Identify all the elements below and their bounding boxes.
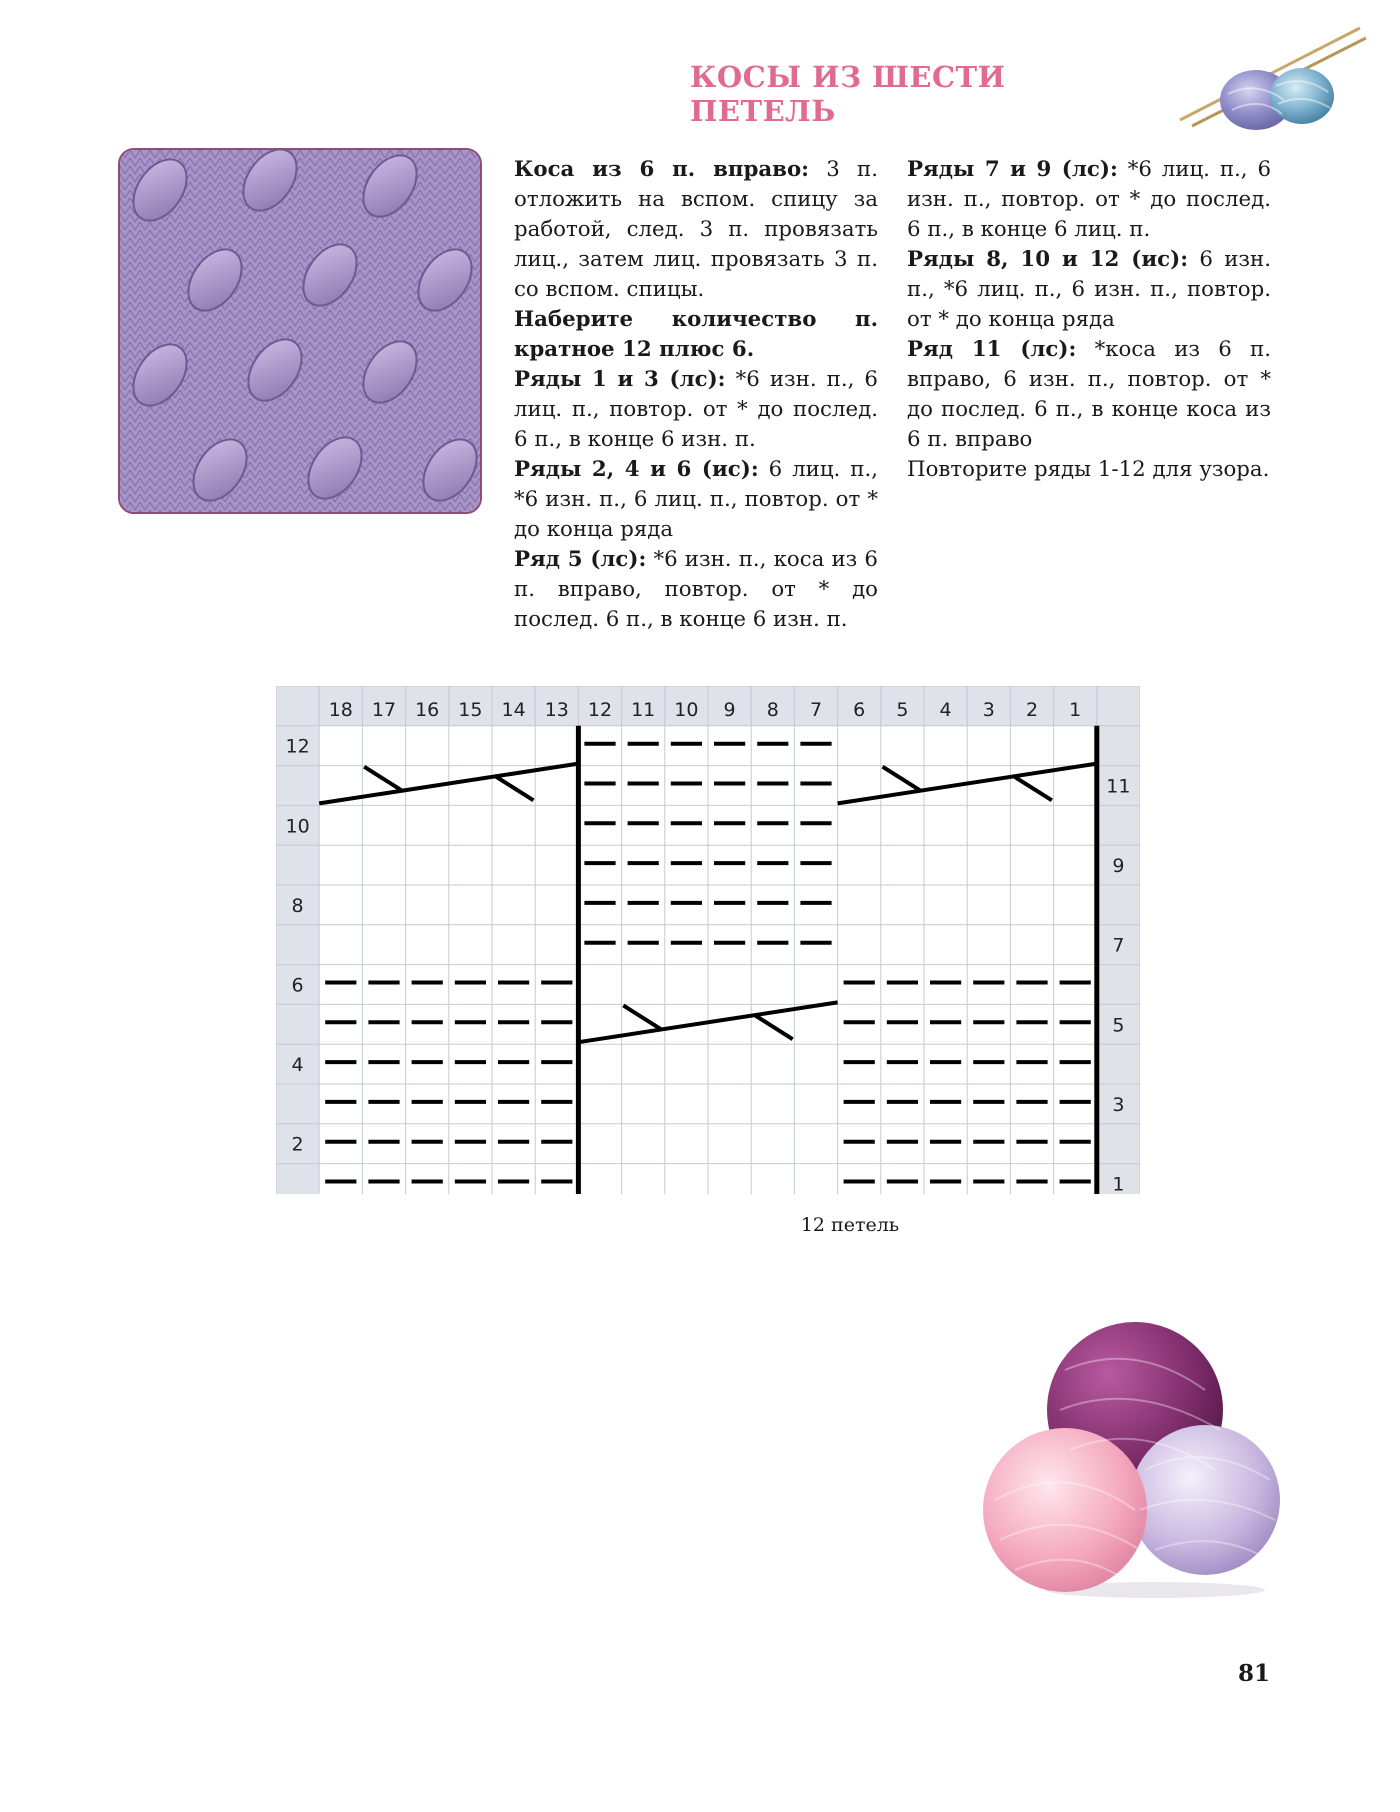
chart-column-label: 18 bbox=[328, 698, 353, 721]
chart-column-label: 17 bbox=[371, 698, 397, 721]
chart-column-label: 13 bbox=[544, 698, 569, 721]
chart-row-label: 6 bbox=[291, 974, 304, 997]
chart-row-label: 2 bbox=[291, 1133, 304, 1156]
chart-column-label: 6 bbox=[853, 698, 866, 721]
chart-row-label: 11 bbox=[1106, 775, 1131, 798]
yarn-balls-image bbox=[955, 1310, 1285, 1600]
yarn-needles-image bbox=[1170, 20, 1370, 132]
cable-symbol-tick bbox=[623, 1005, 661, 1029]
instruction-paragraph: Ряды 1 и 3 (лс): *6 изн. п., 6 лиц. п., повтор. от * до послед. 6 п., в конце 6 изн. п. bbox=[514, 367, 878, 452]
chart-column-label: 1 bbox=[1069, 698, 1082, 721]
cable-symbol-tick bbox=[755, 1015, 793, 1039]
chart-column-label: 4 bbox=[939, 698, 952, 721]
chart-row-label: 12 bbox=[285, 735, 310, 758]
chart-caption: 12 петель bbox=[800, 1214, 900, 1236]
chart-row-label: 5 bbox=[1112, 1014, 1125, 1037]
instruction-paragraph: Ряд 11 (лс): *коса из 6 п. вправо, 6 изн. п., повтор. от * до послед. 6 п., в конце коса из 6 п. вправо bbox=[907, 337, 1272, 452]
page-number: 81 bbox=[1237, 1660, 1270, 1687]
cable-symbol-tick bbox=[1014, 776, 1052, 800]
instructions-column-2 bbox=[907, 155, 1271, 485]
instruction-paragraph: Наберите количество п. кратное 12 плюс 6. bbox=[514, 307, 878, 362]
chart-row-label: 8 bbox=[291, 894, 304, 917]
chart-column-label: 10 bbox=[674, 698, 699, 721]
chart-row-label: 7 bbox=[1112, 934, 1125, 957]
instruction-paragraph: Коса из 6 п. вправо: 3 п. отложить на вспом. спицу за работой, след. 3 п. провязать лиц., затем лиц. провязать 3 п. со вспом. спицы. bbox=[514, 157, 878, 302]
chart-row-label: 9 bbox=[1112, 855, 1125, 878]
instruction-paragraph: Повторите ряды 1-12 для узора. bbox=[907, 457, 1270, 482]
chart-column-label: 5 bbox=[896, 698, 909, 721]
chart-column-label: 12 bbox=[587, 698, 613, 721]
cable-symbol-tick bbox=[364, 767, 402, 791]
chart-column-label: 3 bbox=[982, 698, 995, 721]
chart-row-label: 3 bbox=[1112, 1093, 1125, 1116]
instruction-paragraph: Ряд 5 (лс): *6 изн. п., коса из 6 п. вправо, повтор. от * до послед. 6 п., в конце 6 изн. п. bbox=[514, 547, 878, 632]
instructions-column-1 bbox=[514, 155, 878, 635]
knitted-swatch-photo bbox=[118, 148, 482, 514]
instruction-paragraph: Ряды 2, 4 и 6 (ис): 6 лиц. п., *6 изн. п., 6 лиц. п., повтор. от * до конца ряда bbox=[514, 457, 878, 542]
chart-column-label: 14 bbox=[501, 698, 526, 721]
instruction-paragraph: Ряды 8, 10 и 12 (ис): 6 изн. п., *6 лиц. п., 6 изн. п., повтор. от * до конца ряда bbox=[907, 247, 1271, 332]
instruction-paragraph: Ряды 7 и 9 (лс): *6 лиц. п., 6 изн. п., повтор. от * до послед. 6 п., в конце 6 лиц. п. bbox=[907, 157, 1271, 242]
page-title: КОСЫ ИЗ ШЕСТИ ПЕТЕЛЬ bbox=[690, 60, 1006, 128]
chart-column-label: 16 bbox=[415, 698, 440, 721]
chart-column-label: 7 bbox=[809, 698, 823, 721]
chart-column-label: 9 bbox=[723, 698, 736, 721]
chart-column-label: 11 bbox=[631, 698, 656, 721]
chart-row-label: 4 bbox=[291, 1054, 304, 1077]
knitting-chart bbox=[276, 686, 1140, 1194]
cable-swatch-picture bbox=[120, 150, 480, 512]
chart-column-label: 2 bbox=[1025, 698, 1039, 721]
cable-symbol-tick bbox=[883, 767, 921, 791]
chart-row-label: 10 bbox=[285, 815, 310, 838]
chart-column-label: 8 bbox=[766, 698, 779, 721]
chart-row-label: 1 bbox=[1112, 1173, 1125, 1194]
chart-column-label: 15 bbox=[458, 698, 483, 721]
cable-symbol-tick bbox=[495, 776, 533, 800]
